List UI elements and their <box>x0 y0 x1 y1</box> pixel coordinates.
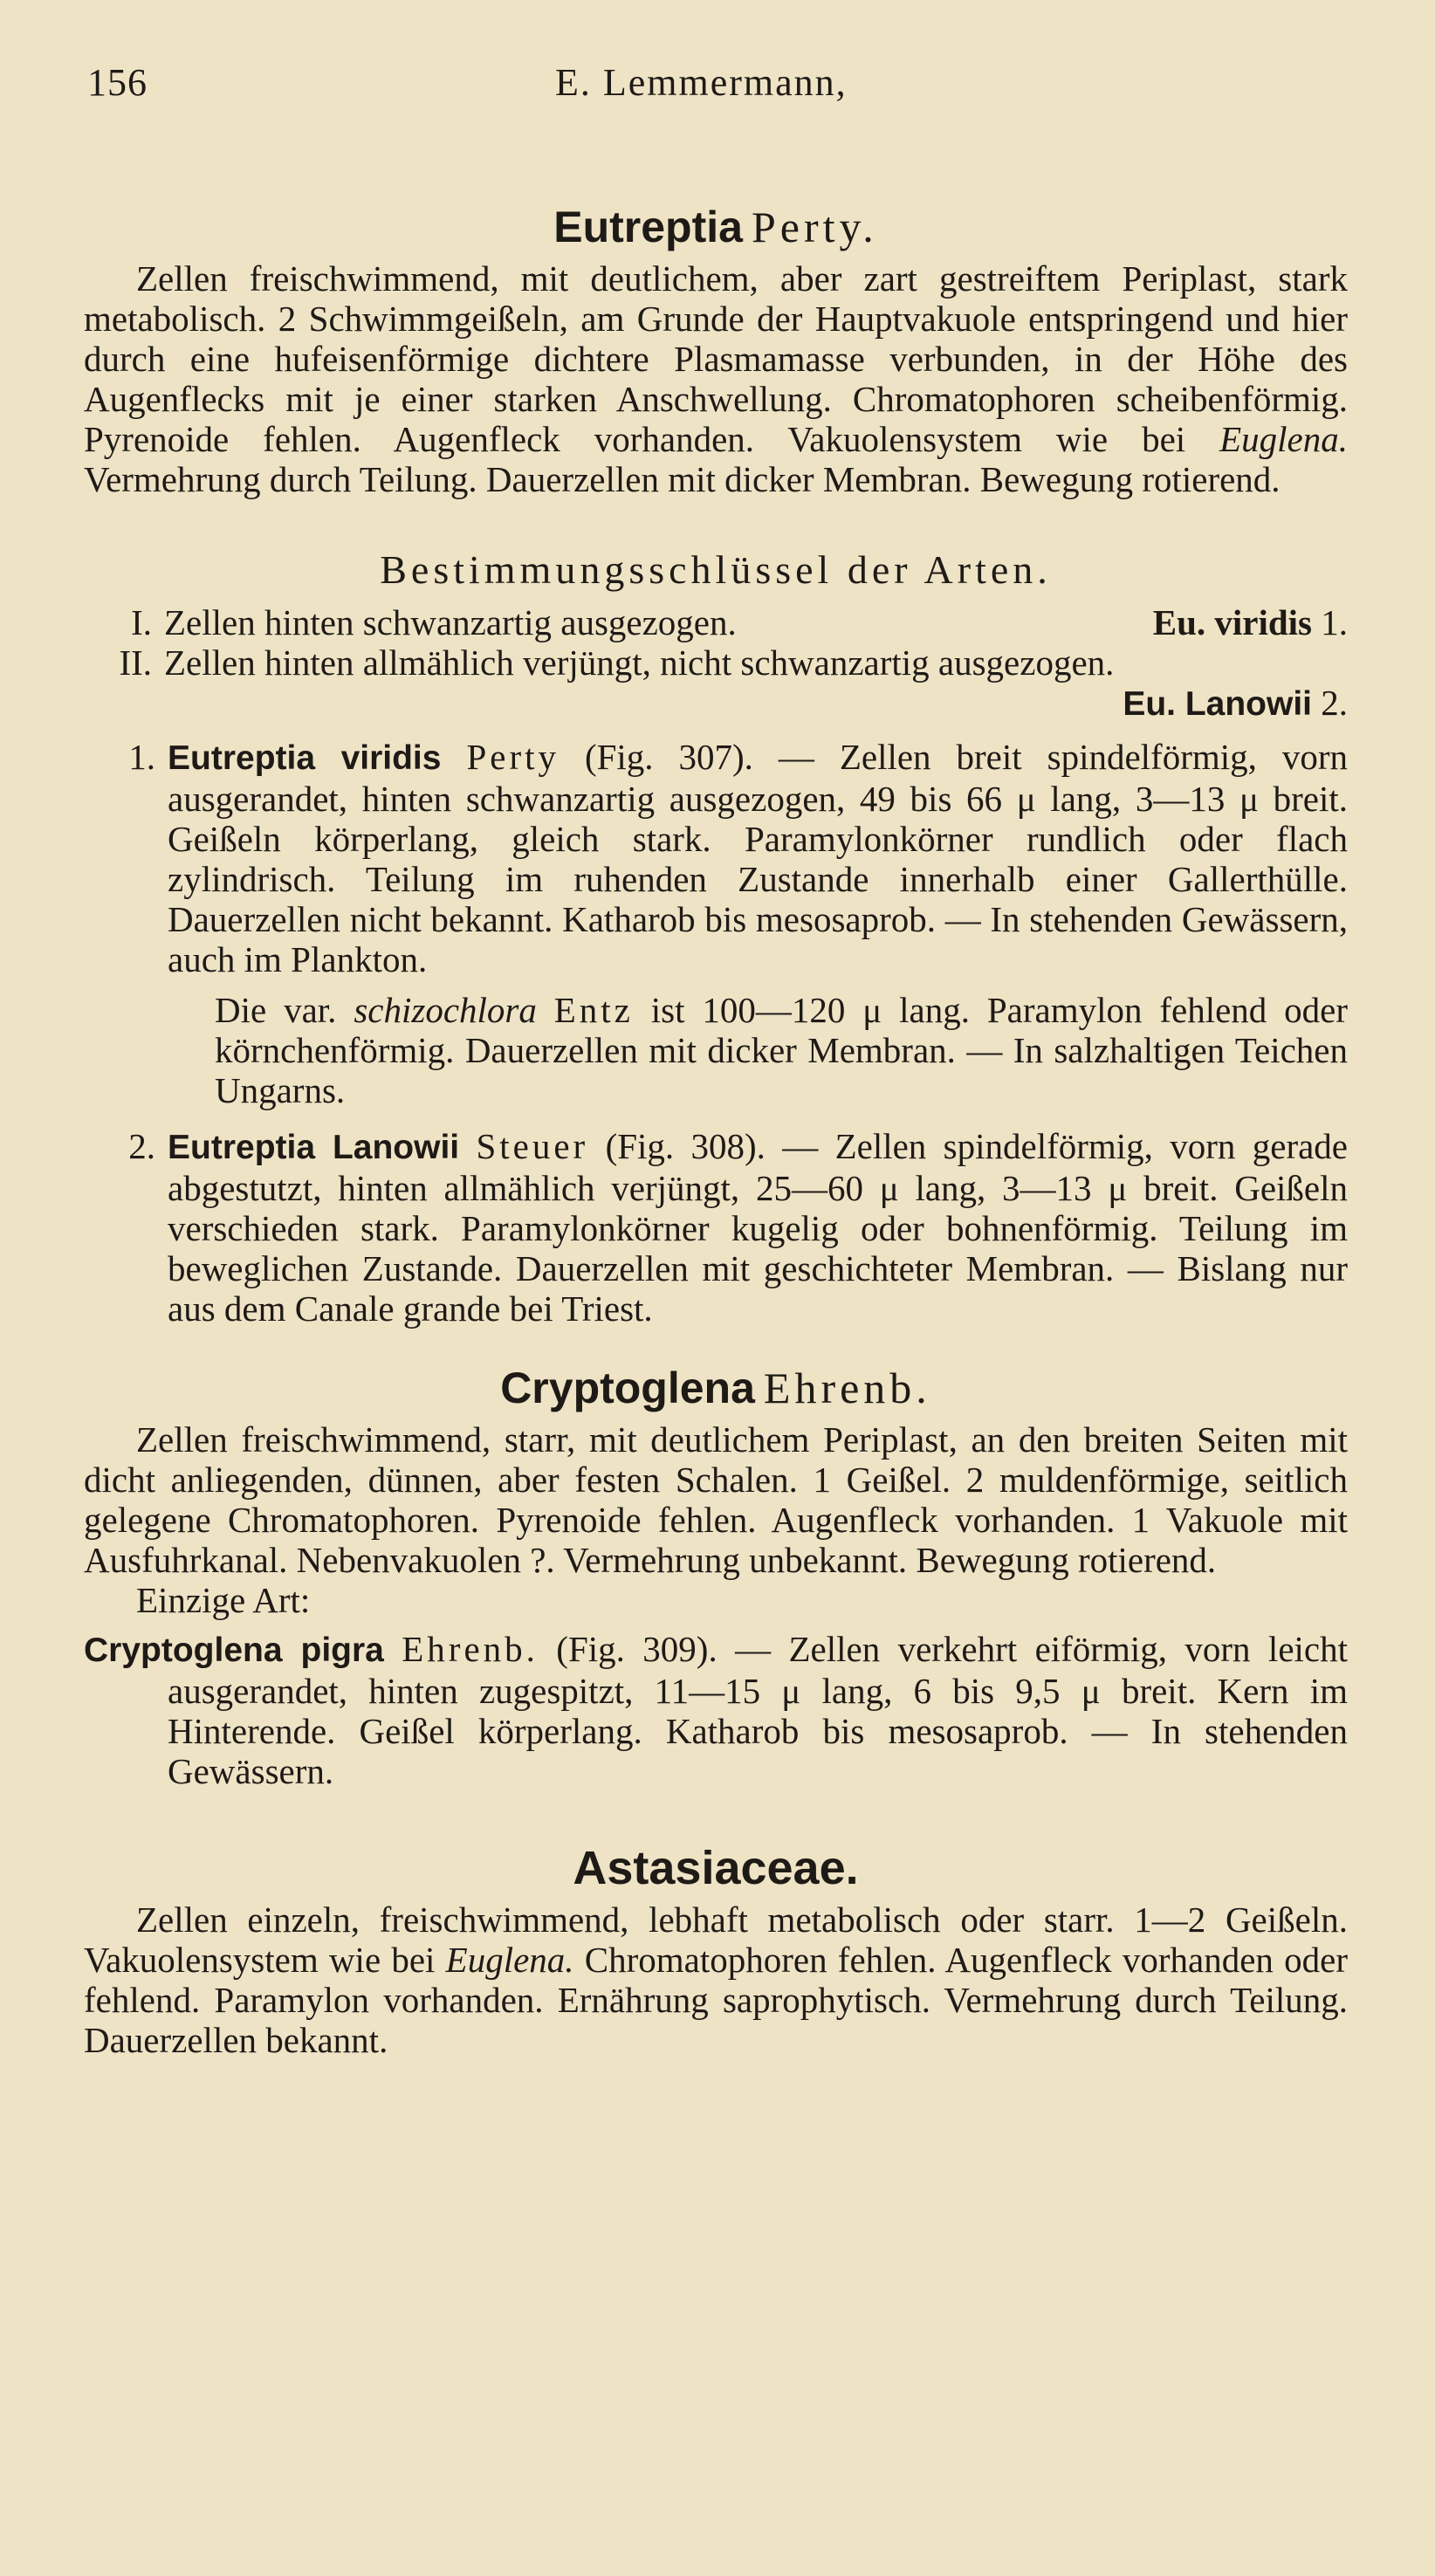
genus-heading-eutreptia <box>84 203 1348 251</box>
variety-name: schizochlora <box>354 990 537 1030</box>
species-authority: Perty <box>466 737 560 777</box>
genus-authority: Ehrenb. <box>763 1364 931 1412</box>
key-result-number: 1. <box>1321 602 1348 642</box>
species-description: (Fig. 308). — Zellen spindelförmig, vorn gerade abgestutzt, hinten allmählich verjüngt, 25—60 μ lang, 3—13 μ breit. Geißeln verschieden stark. Paramylonkörner kugelig oder bohnenförmig. Teilung im beweglichen Zustande. Dauerzellen mit geschichteter Membran. — Bislang nur aus dem Canale grande bei Triest. <box>168 1126 1349 1329</box>
key-number: I. <box>131 602 152 642</box>
family-heading: Astasiaceae. <box>573 1842 859 1894</box>
only-species-label: Einzige Art: <box>136 1580 311 1620</box>
species-authority: Ehrenb. <box>402 1629 539 1669</box>
species-number: 1. <box>128 737 155 777</box>
cryptoglena-description: Zellen freischwimmend, starr, mit deutlichem Periplast, an den breiten Seiten mit dicht anliegenden, dünnen, aber festen Schalen. 1 Geißel. 2 muldenförmige, seitlich gelegene Chromatophoren. Pyrenoide fehlen. Augenfleck vorhanden. 1 Vakuole mit Ausfuhrkanal. Nebenvakuolen ?. Vermehrung unbekannt. Bewegung rotierend. <box>84 1419 1348 1580</box>
species-entry <box>84 1126 1348 1329</box>
genus-reference-italic: Euglena. <box>445 1940 574 1980</box>
species-text <box>168 737 1348 979</box>
genus-name: Cryptoglena <box>500 1364 755 1412</box>
species-entry <box>84 737 1348 979</box>
key-condition: Zellen hinten schwanzartig ausgezogen. <box>164 602 737 642</box>
species-name: Cryptoglena pigra <box>84 1631 384 1669</box>
species-name: Eutreptia viridis <box>168 739 442 777</box>
eutreptia-description-text-end: Vermehrung durch Teilung. Dauerzellen mit dicker Membran. Bewegung rotierend. <box>84 459 1281 499</box>
species-description: (Fig. 309). — Zellen verkehrt eiförmig, vorn leicht ausgerandet, hinten zugespitzt, 11—15 μ lang, 6 bis 9,5 μ breit. Kern im Hinterende. Geißel körperlang. Katharob bis mesosaprob. — In stehenden Gewässern. <box>168 1629 1348 1791</box>
eutreptia-description-text: Zellen freischwimmend, mit deutlichem, aber zart gestreiftem Periplast, stark metabolisch. 2 Schwimmgeißeln, am Grunde der Hauptvakuole entspringend und hier durch eine hufeisenförmige dichtere Plasmamasse verbunden, in der Höhe des Augenflecks mit je einer starken Anschwellung. Chromatophoren scheibenförmig. Pyrenoide fehlen. Augenfleck vorhanden. Vakuolensystem wie bei <box>84 258 1348 459</box>
species-number: 2. <box>128 1126 155 1166</box>
genus-name: Eutreptia <box>553 203 743 251</box>
page-number: 156 <box>87 61 148 104</box>
key-text <box>164 642 1348 725</box>
family-description-text-end: Chromatophoren fehlen. Augenfleck vorhanden oder fehlend. Paramylon vorhanden. Ernährung saprophytisch. Vermehrung durch Teilung. Dauerzellen bekannt. <box>84 1940 1348 2060</box>
species-description: (Fig. 307). — Zellen breit spindelförmig, vorn ausgerandet, hinten schwanzartig ausgezogen, 49 bis 66 μ lang, 3—13 μ breit. Geißeln körperlang, gleich stark. Paramylonkörner rundlich oder flach zylindrisch. Teilung im ruhenden Zustande innerhalb einer Gallerthülle. Dauerzellen nicht bekannt. Katharob bis mesosaprob. — In stehenden Gewässern, auch im Plankton. <box>168 737 1349 979</box>
eutreptia-description <box>84 258 1348 499</box>
key-result-number: 2. <box>1321 683 1348 723</box>
running-header <box>84 63 1348 115</box>
key-row <box>84 602 1348 642</box>
genus-reference-italic: Euglena. <box>1219 419 1348 459</box>
astasiaceae-description <box>84 1899 1348 2060</box>
species-authority: Steuer <box>476 1126 589 1166</box>
key-result-species: Eu. Lanowii <box>1123 685 1312 723</box>
variety-prefix: Die var. <box>215 990 337 1030</box>
key-number: II. <box>119 642 152 683</box>
genus-authority: Perty. <box>751 203 878 251</box>
key-title: Bestimmungsschlüssel der Arten. <box>380 547 1052 592</box>
key-text <box>164 602 1348 642</box>
variety-authority: Entz <box>553 990 634 1030</box>
species-name: Eutreptia Lanowii <box>168 1129 460 1166</box>
running-author: E. Lemmermann, <box>555 61 848 104</box>
variety-description: ist 100—120 μ lang. Paramylon fehlend oder körnchenförmig. Dauerzellen mit dicker Membran. — In salzhaltigen Teichen Ungarns. <box>215 990 1349 1110</box>
key-row <box>84 642 1348 725</box>
key-result-species: Eu. viridis <box>1152 602 1312 642</box>
variety-note <box>215 990 1348 1110</box>
cryptoglena-species <box>84 1629 1348 1791</box>
species-text <box>168 1126 1348 1329</box>
key-condition: Zellen hinten allmählich verjüngt, nicht schwanzartig ausgezogen. <box>164 642 1115 683</box>
genus-heading-cryptoglena <box>84 1364 1348 1412</box>
family-description-text: Zellen einzeln, freischwimmend, lebhaft metabolisch oder starr. 1—2 Geißeln. Vakuolensystem wie bei <box>84 1899 1348 1980</box>
